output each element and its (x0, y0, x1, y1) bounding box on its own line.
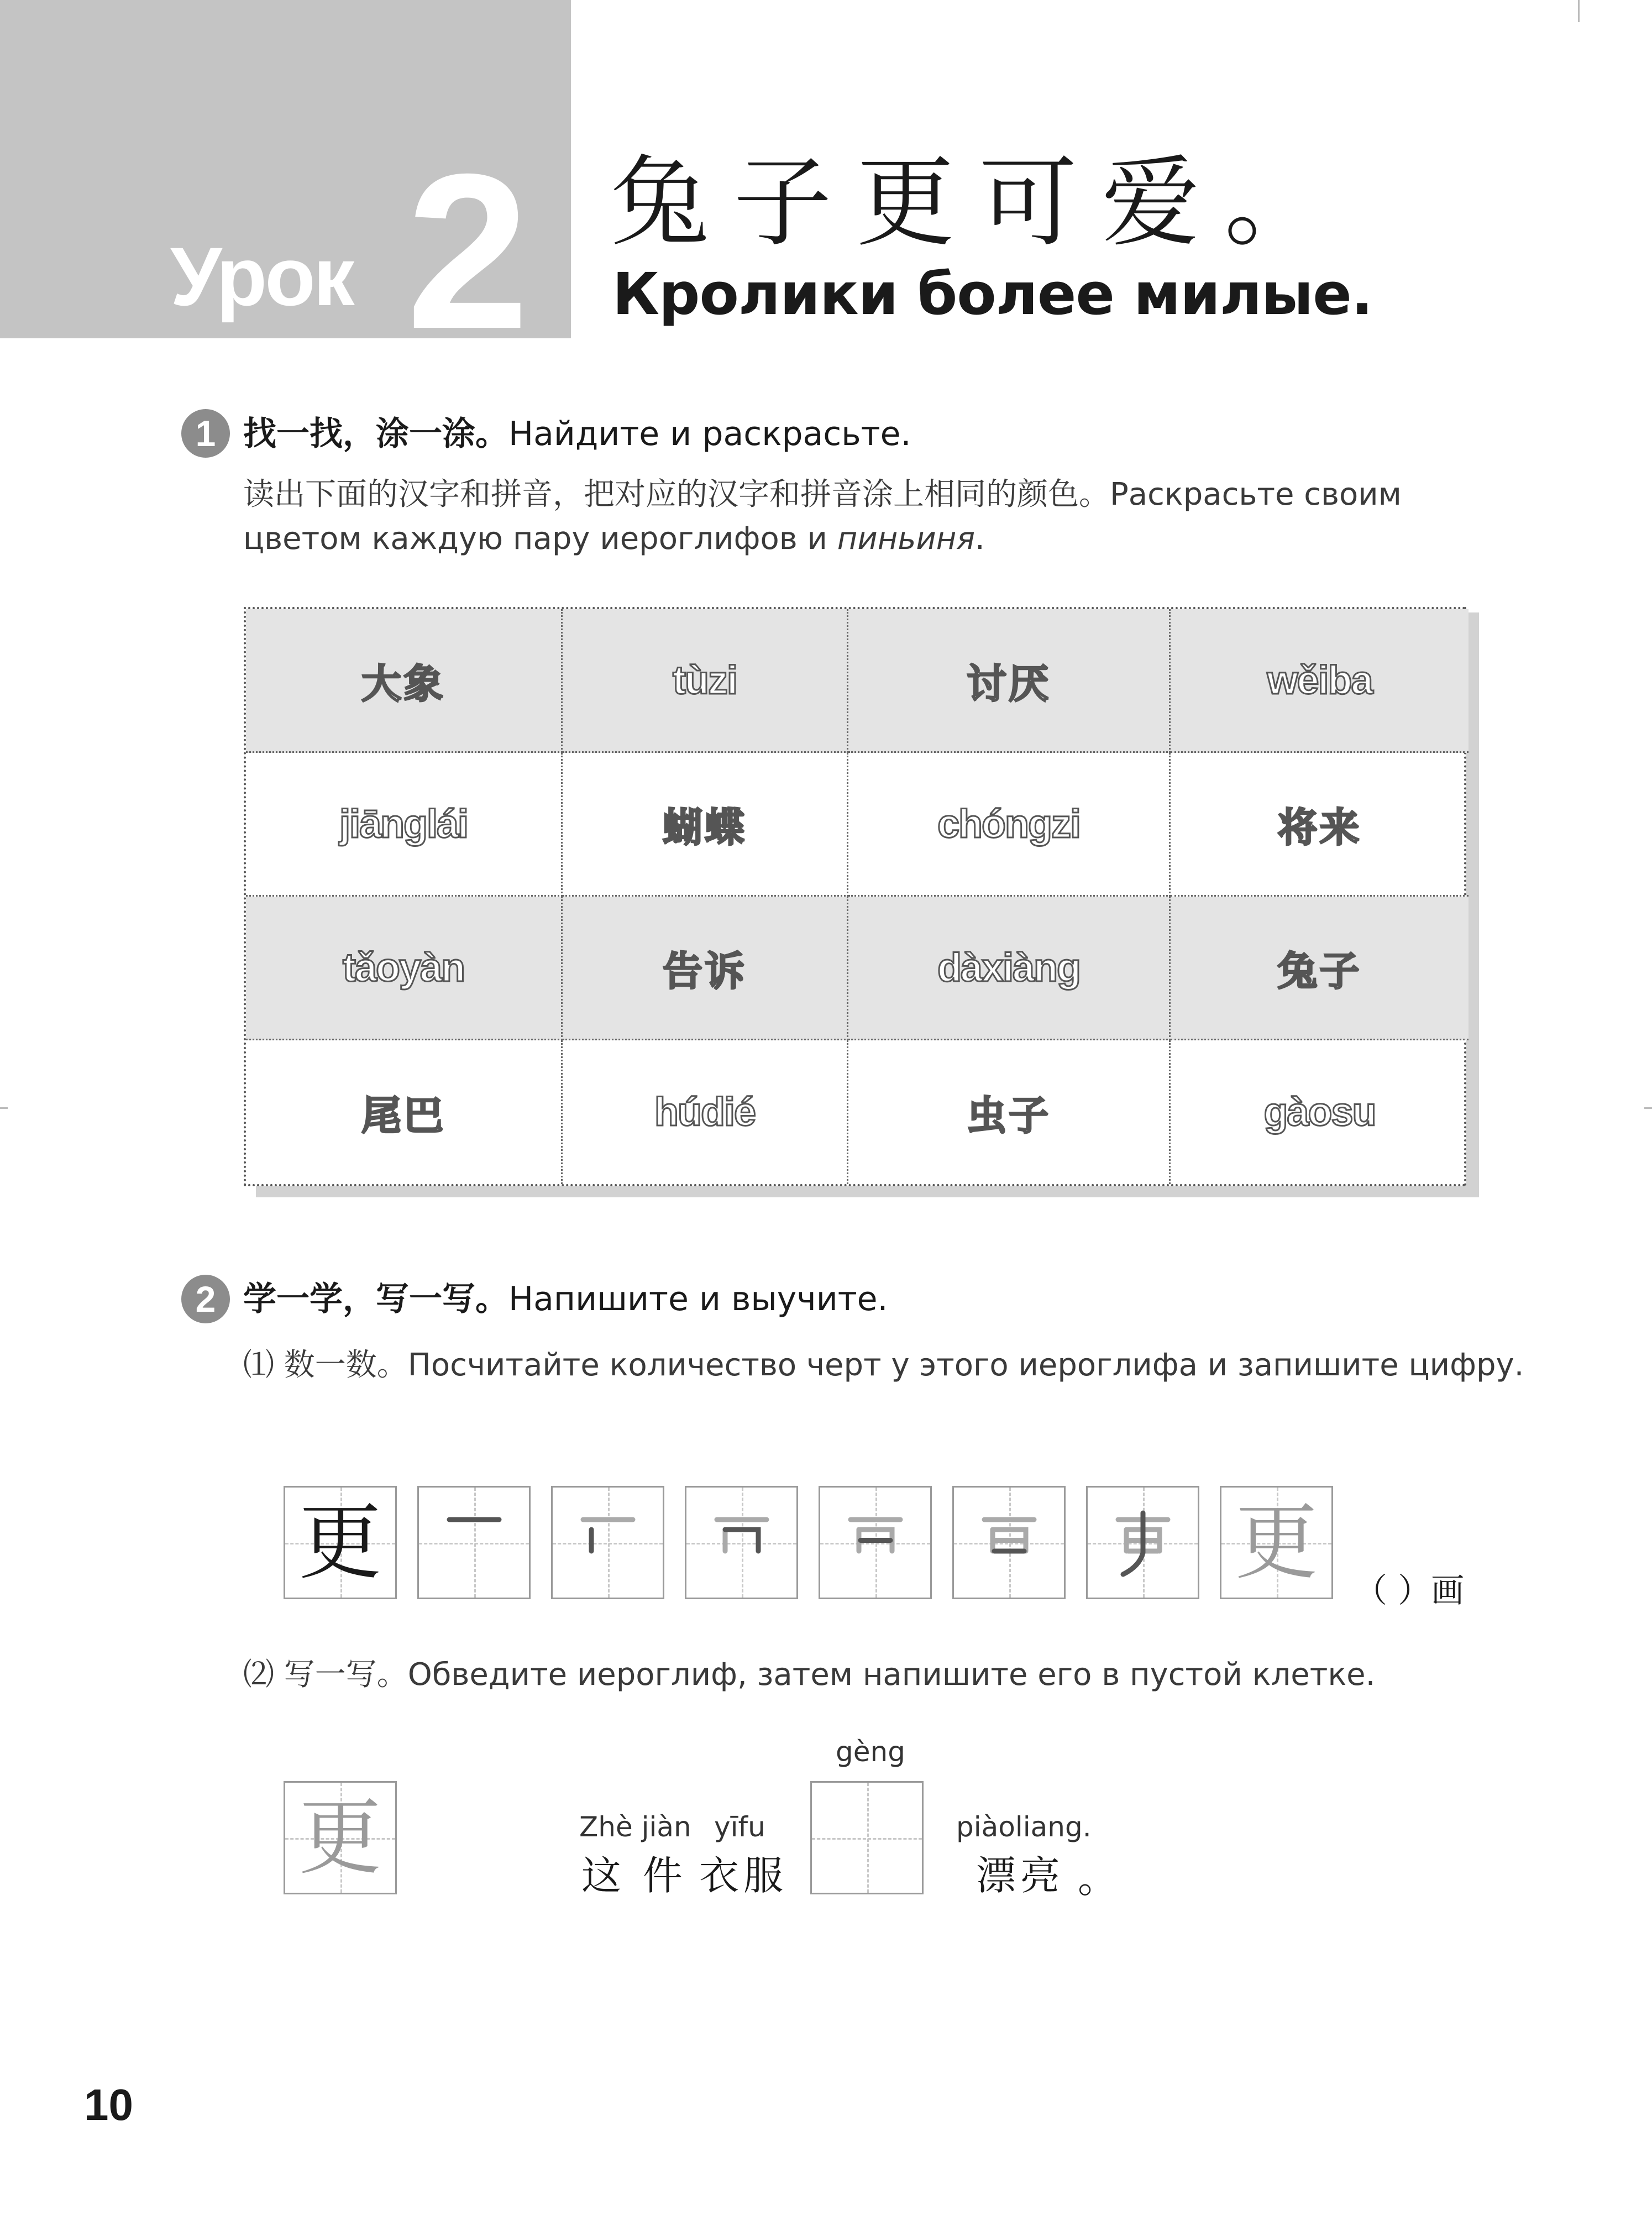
stroke-box-full-character (284, 1486, 397, 1599)
exercise-2-part-2-label: ⑵ 写一写。Обведите иероглиф, затем напишите его в пустой клетке. (243, 1657, 1376, 1693)
stroke-count-blank[interactable]: （ ）画 (1354, 1572, 1465, 1610)
instruction-italic-pinyin: пиньиня (837, 521, 976, 557)
sentence-pinyin-2: yīfu (714, 1811, 765, 1843)
table-cell[interactable]: dàxiàng (848, 897, 1171, 1040)
stroke-box-step-3 (685, 1486, 798, 1599)
lesson-number: 2 (406, 128, 529, 375)
exercise-2-part-1-label: ⑴ 数一数。Посчитайте количество черт у этого иероглифа и запишите цифру. (243, 1347, 1524, 1383)
page-number: 10 (84, 2080, 133, 2129)
instruction-text: цветом каждую пару иероглифов и (243, 521, 837, 557)
table-cell[interactable]: chóngzi (848, 753, 1171, 897)
table-cell[interactable]: 大象 (246, 609, 563, 753)
trace-character-glyph: 更 (298, 1789, 382, 1886)
exercise-2-heading-russian: Напишите и выучите. (508, 1280, 888, 1318)
stroke-step-1-icon (419, 1488, 529, 1598)
crop-mark (1644, 1107, 1652, 1109)
table-cell[interactable]: 兔子 (1171, 897, 1469, 1040)
crop-mark (0, 1107, 8, 1109)
trace-character-box[interactable] (284, 1781, 397, 1894)
table-cell[interactable]: jiānglái (246, 753, 563, 897)
table-cell[interactable]: 将来 (1171, 753, 1469, 897)
crop-mark (1578, 0, 1580, 22)
exercise-2-number-badge: 2 (181, 1275, 230, 1323)
exercise-1-number-badge: 1 (181, 409, 230, 458)
table-cell[interactable]: wěiba (1171, 609, 1469, 753)
table-cell[interactable]: gàosu (1263, 1090, 1376, 1134)
exercise-2-heading-chinese: 学一学，写一写。 (243, 1280, 508, 1318)
exercise-1-heading-russian: Найдите и раскрасьте. (508, 415, 911, 453)
sentence-hanzi-3: 漂亮 (976, 1852, 1065, 1899)
matching-word-table (244, 607, 1466, 1186)
exercise-2-heading (243, 1282, 888, 1316)
stroke-box-step-5 (952, 1486, 1066, 1599)
sentence-pinyin-3: piàoliang. (956, 1811, 1092, 1843)
instruction-period: . (975, 521, 985, 557)
table-cell[interactable]: 讨厌 (848, 609, 1171, 753)
sentence-hanzi-1: 这 件 (581, 1852, 687, 1899)
sentence-pinyin-1: Zhè jiàn (579, 1811, 691, 1843)
stroke-step-5-icon (954, 1488, 1064, 1598)
stroke-step-6-icon (1088, 1488, 1198, 1598)
table-cell[interactable]: 虫子 (848, 1040, 1171, 1184)
sentence-end-period: 。 (1078, 1855, 1123, 1902)
exercise-1-heading-chinese: 找一找，涂一涂。 (243, 415, 508, 453)
answer-pinyin: gèng (836, 1736, 905, 1768)
stroke-step-2-icon (553, 1488, 663, 1598)
lesson-title-russian: Кролики более милые. (612, 260, 1373, 328)
stroke-box-step-2 (551, 1486, 664, 1599)
exercise-1-heading (243, 417, 911, 451)
sentence-hanzi-2: 衣服 (699, 1852, 788, 1899)
lesson-title-chinese: 兔子更可爱。 (611, 145, 1347, 260)
stroke-step-3-icon (686, 1488, 796, 1598)
stroke-box-step-1 (417, 1486, 531, 1599)
character-glyph: 更 (298, 1494, 382, 1591)
stroke-box-step-6 (1086, 1486, 1199, 1599)
table-cell[interactable]: tùzi (563, 609, 848, 753)
answer-writing-box[interactable] (810, 1781, 924, 1894)
table-cell[interactable]: tǎoyàn (246, 897, 563, 1040)
table-cell[interactable]: 告诉 (563, 897, 848, 1040)
table-cell[interactable]: húdié (563, 1040, 848, 1184)
lesson-label: Урок (170, 230, 353, 323)
exercise-1-instruction-line-1: 读出下面的汉字和拼音，把对应的汉字和拼音涂上相同的颜色。Раскрасьте своим (243, 476, 1402, 512)
exercise-1-instruction-line-2 (243, 517, 985, 561)
table-cell[interactable]: 蝴蝶 (563, 753, 848, 897)
stroke-step-4-icon (820, 1488, 930, 1598)
stroke-box-step-4 (819, 1486, 932, 1599)
character-glyph-complete: 更 (1235, 1494, 1318, 1591)
table-cell[interactable]: 尾巴 (246, 1040, 563, 1184)
stroke-box-step-7 (1220, 1486, 1333, 1599)
